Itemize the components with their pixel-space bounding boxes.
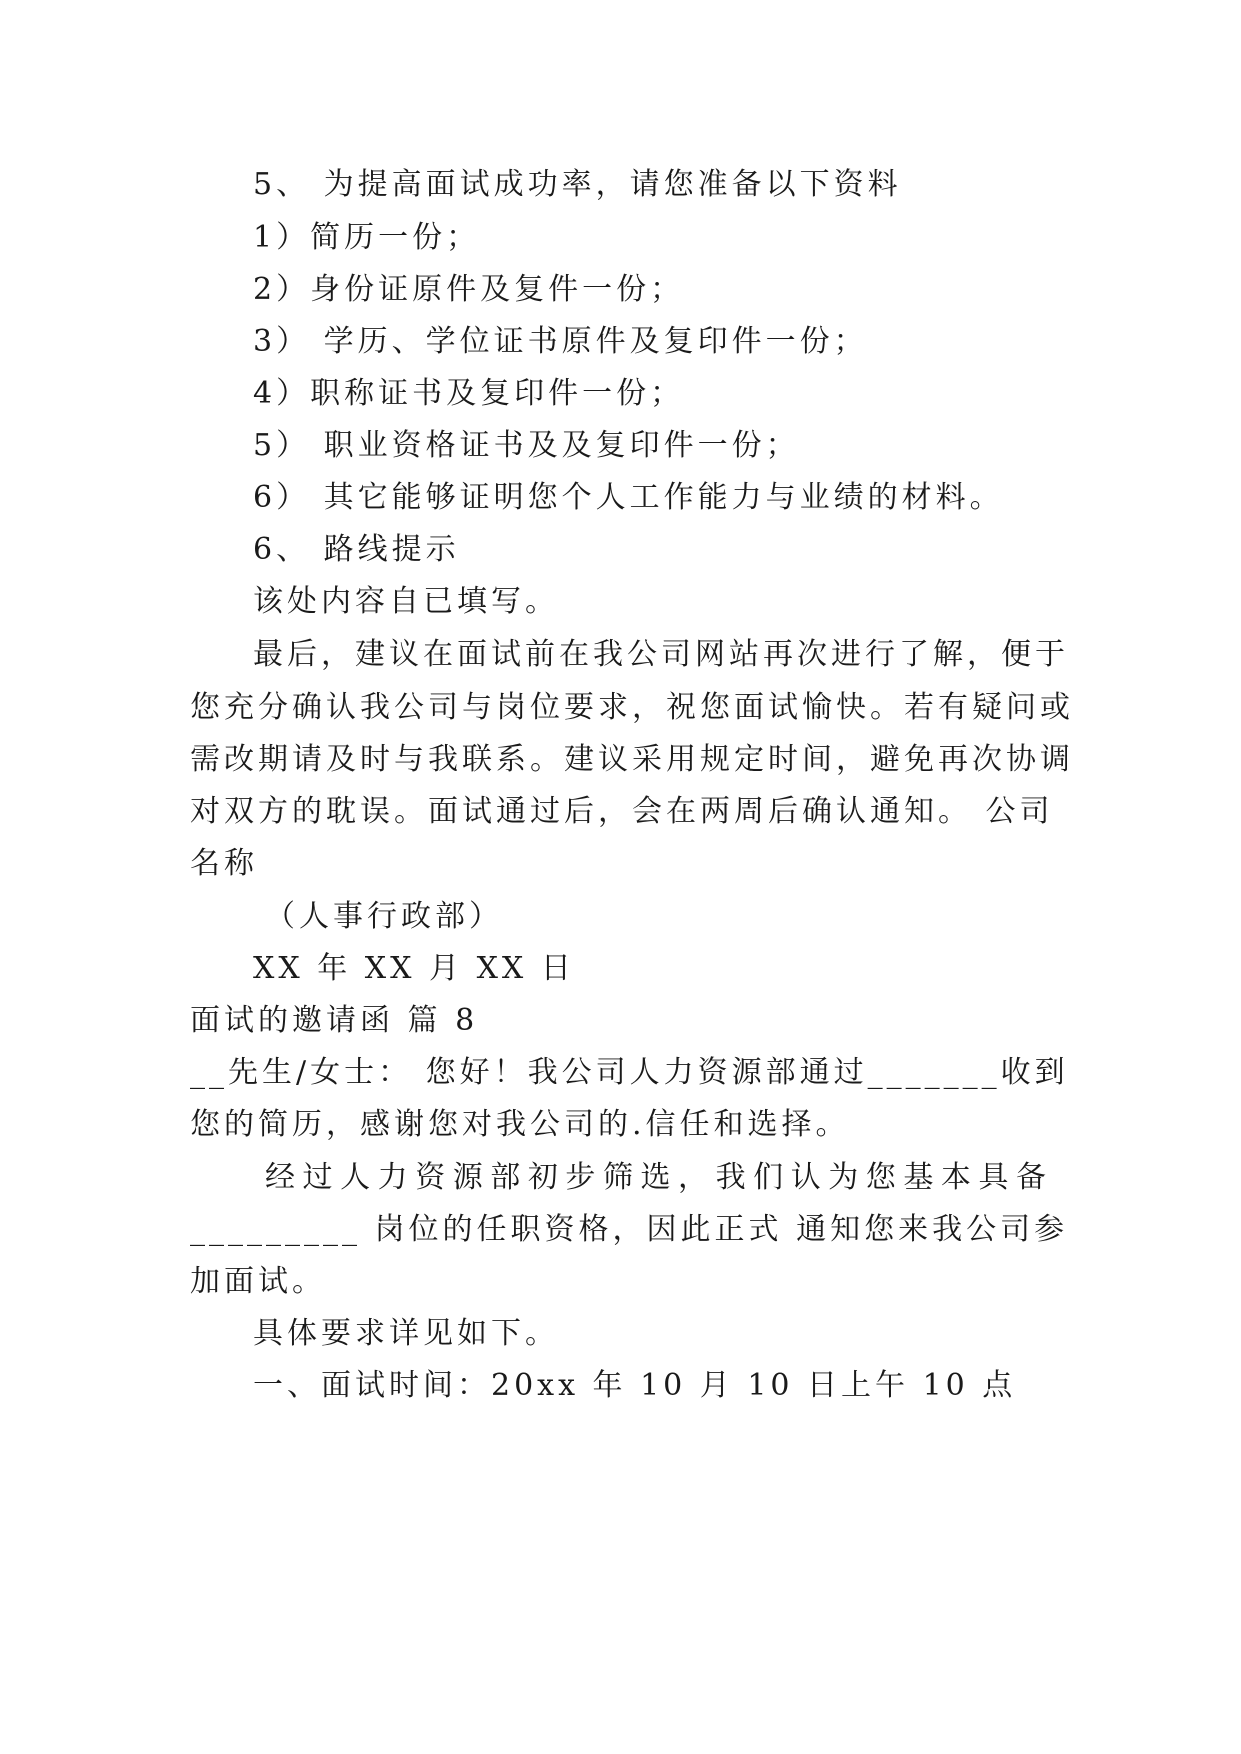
list-item: 1）简历一份；	[253, 220, 481, 255]
interview-time: 一、面试时间：20xx 年 10 月 10 日上午 10 点	[253, 1368, 1017, 1403]
list-item: 5） 职业资格证书及及复印件一份；	[253, 428, 800, 463]
paragraph-line: 您充分确认我公司与岗位要求，祝您面试愉快。若有疑问或	[190, 690, 1074, 725]
date-line: XX 年 XX 月 XX 日	[253, 951, 575, 986]
section-5-heading: 5、 为提高面试成功率，请您准备以下资料	[253, 167, 902, 202]
paragraph-line: 需改期请及时与我联系。建议采用规定时间，避免再次协调	[190, 742, 1074, 777]
body-text: 该处内容自已填写。	[253, 584, 559, 619]
paragraph-line: 最后，建议在面试前在我公司网站再次进行了解，便于	[253, 637, 1069, 672]
list-item: 6） 其它能够证明您个人工作能力与业绩的材料。	[253, 480, 1004, 515]
paragraph-line: _________ 岗位的任职资格，因此正式 通知您来我公司参	[190, 1212, 1069, 1247]
paragraph-line: 加面试。	[190, 1264, 326, 1299]
body-text: 具体要求详见如下。	[253, 1316, 559, 1351]
paragraph-line: 您的简历，感谢您对我公司的.信任和选择。	[190, 1107, 850, 1142]
department-signature: （人事行政部）	[265, 899, 503, 934]
paragraph-line: 对双方的耽误。面试通过后，会在两周后确认通知。 公司	[190, 794, 1054, 829]
salutation-line: __先生/女士： 您好！我公司人力资源部通过_______收到	[190, 1055, 1069, 1090]
paragraph-line: 名称	[190, 846, 258, 881]
paragraph-line: 经过人力资源部初步筛选，我们认为您基本具备	[265, 1160, 1050, 1195]
section-6-heading: 6、 路线提示	[253, 532, 460, 567]
section-title: 面试的邀请函 篇 8	[190, 1003, 479, 1038]
list-item: 3） 学历、学位证书原件及复印件一份；	[253, 324, 868, 359]
list-item: 4）职称证书及复印件一份；	[253, 376, 685, 411]
list-item: 2）身份证原件及复件一份；	[253, 272, 685, 307]
